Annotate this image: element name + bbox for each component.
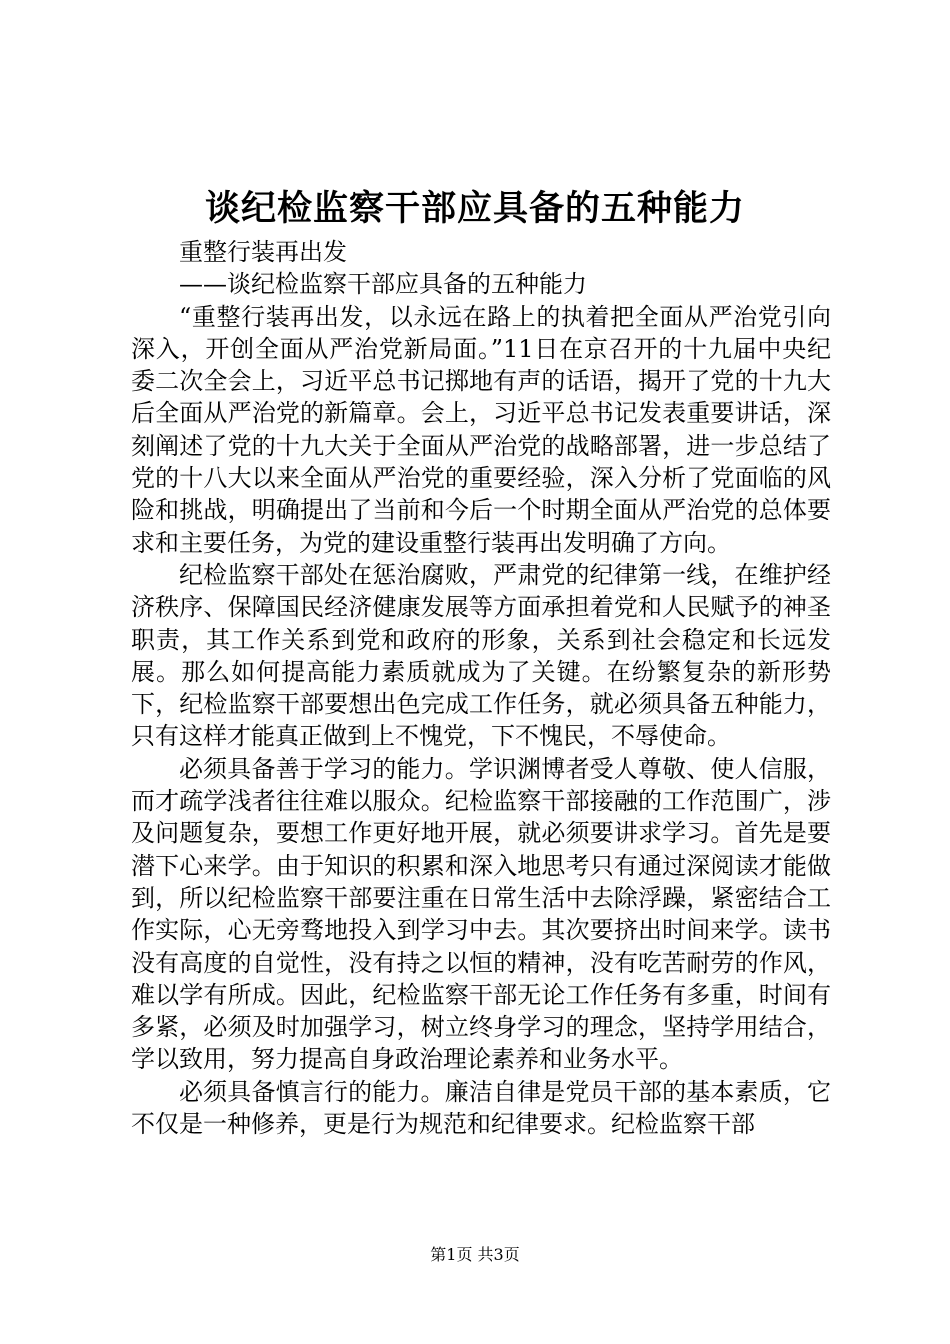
paragraph: 必须具备善于学习的能力。学识渊博者受人尊敬、使人信服，而才疏学浅者往往难以服众。纪检监察干部接融的工作范围广，涉及问题复杂，要想工作更好地开展，就必须要讲求学习。首先是要潜下心来学。由于知识的积累和深入地思考只有通过深阅读才能做到，所以纪检监察干部要注重在日常生活中去除浮躁，紧密结合工作实际，心无旁骛地投入到学习中去。其次要挤出时间来学。读书没有高度的自觉性，没有持之以恒的精神，没有吃苦耐劳的作风，难以学有所成。因此，纪检监察干部无论工作任务有多重，时间有多紧，必须及时加强学习，树立终身学习的理念，坚持学用结合，学以致用，努力提高自身政治理论素养和业务水平。 [131,754,831,1074]
paragraph: 必须具备慎言行的能力。廉洁自律是党员干部的基本素质，它不仅是一种修养，更是行为规范和纪律要求。纪检监察干部 [131,1077,831,1139]
subtitle-line: ——谈纪检监察干部应具备的五种能力 [179,270,587,299]
page-title: 谈纪检监察干部应具备的五种能力 [204,188,745,229]
paragraph: 纪检监察干部处在惩治腐败，严肃党的纪律第一线，在维护经济秩序、保障国民经济健康发展等方面承担着党和人民赋予的神圣职责，其工作关系到党和政府的形象，关系到社会稳定和长远发展。那么如何提高能力素质就成为了关键。在纷繁复杂的新形势下，纪检监察干部要想出色完成工作任务，就必须具备五种能力，只有这样才能真正做到上不愧党，下不愧民，不辱使命。 [131,560,831,751]
page-footer: 第1页 共3页 [430,1245,520,1264]
subtitle: 重整行装再出发 [179,238,347,266]
paragraph: “重整行装再出发，以永远在路上的执着把全面从严治党引向深入，开创全面从严治党新局面。”11日在京召开的十九届中央纪委二次全会上，习近平总书记掷地有声的话语，揭开了党的十九大后全面从严治党的新篇章。会上，习近平总书记发表重要讲话，深刻阐述了党的十九大关于全面从严治党的战略部署，进一步总结了党的十八大以来全面从严治党的重要经验，深入分析了党面临的风险和挑战，明确提出了当前和今后一个时期全面从严治党的总体要求和主要任务，为党的建设重整行装再出发明确了方向。 [131,302,831,557]
document-body [131,236,831,1140]
